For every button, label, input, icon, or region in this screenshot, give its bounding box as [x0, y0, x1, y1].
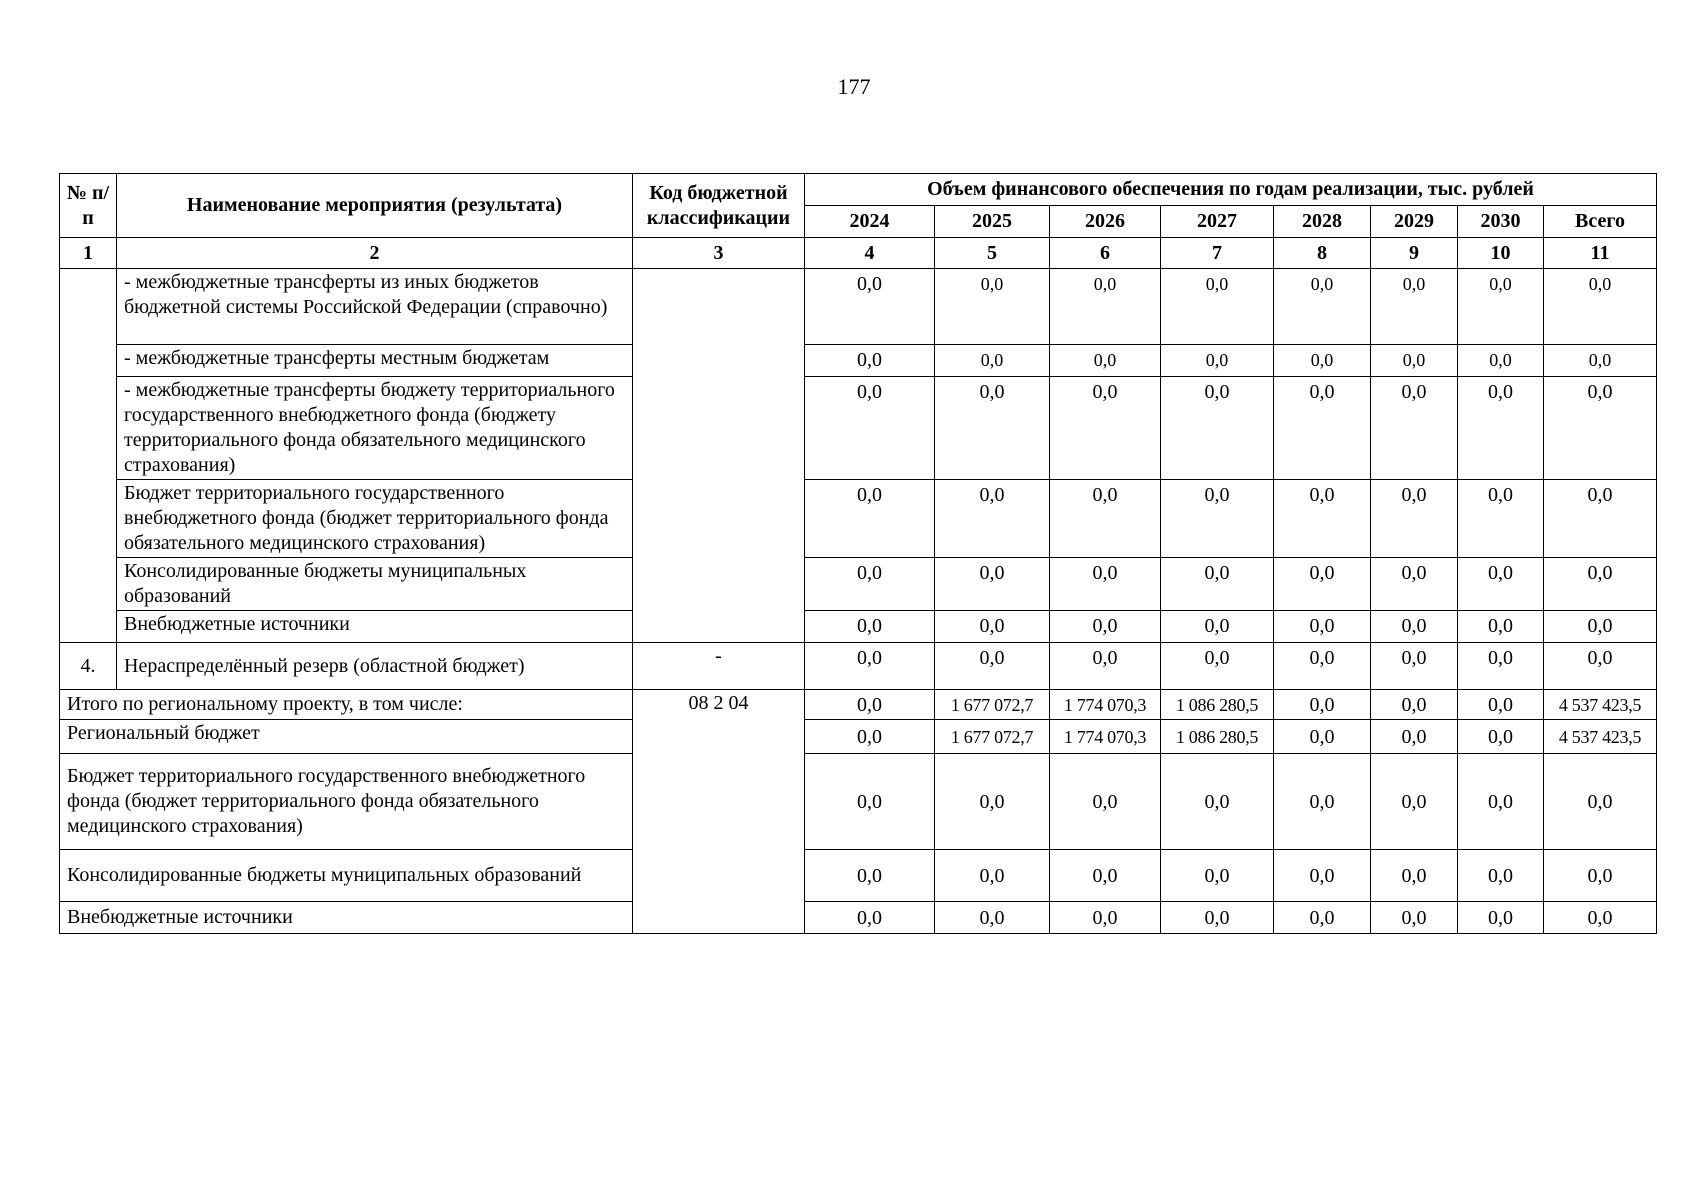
value-cell: 0,0	[1050, 480, 1161, 558]
header-name: Наименование мероприятия (результата)	[117, 174, 633, 238]
value-cell: 0,0	[1161, 611, 1274, 643]
row-name: Консолидированные бюджеты муниципальных образований	[117, 558, 633, 611]
value-cell: 0,0	[1544, 850, 1657, 902]
value-cell: 0,0	[935, 643, 1050, 690]
value-cell: 1 774 070,3	[1050, 720, 1161, 754]
table-row	[60, 269, 1657, 345]
value-cell: 0,0	[1371, 377, 1458, 480]
value-cell: 0,0	[1161, 558, 1274, 611]
total-row	[60, 754, 1657, 850]
row-code: -	[633, 643, 805, 690]
value-cell: 0,0	[1161, 754, 1274, 850]
header-year: 2027	[1161, 206, 1274, 238]
value-cell: 0,0	[805, 345, 935, 377]
total-row-name: Бюджет территориального государственного внебюджетного фонда (бюджет территориального фонда обязательного медицинского страхования)	[60, 754, 633, 850]
value-cell: 4 537 423,5	[1544, 720, 1657, 754]
row-name: Нераспределённый резерв (областной бюджет)	[117, 643, 633, 690]
value-cell: 0,0	[1050, 345, 1161, 377]
header-code: Код бюджетной классификации	[633, 174, 805, 238]
value-cell: 0,0	[935, 345, 1050, 377]
value-cell: 0,0	[1544, 558, 1657, 611]
header-year: 2025	[935, 206, 1050, 238]
value-cell: 0,0	[1274, 345, 1371, 377]
header-volume: Объем финансового обеспечения по годам реализации, тыс. рублей	[805, 174, 1657, 206]
value-cell: 4 537 423,5	[1544, 690, 1657, 720]
column-number: 2	[117, 238, 633, 269]
value-cell: 0,0	[1544, 611, 1657, 643]
value-cell: 0,0	[1050, 611, 1161, 643]
row-name: - межбюджетные трансферты из иных бюджетов бюджетной системы Российской Федерации (справочно)	[117, 269, 633, 345]
table-row	[60, 480, 1657, 558]
header-num: № п/п	[60, 174, 117, 238]
value-cell: 0,0	[1161, 480, 1274, 558]
value-cell: 0,0	[1050, 558, 1161, 611]
value-cell: 0,0	[935, 754, 1050, 850]
value-cell: 0,0	[1544, 754, 1657, 850]
value-cell: 0,0	[1274, 480, 1371, 558]
value-cell: 1 677 072,7	[935, 720, 1050, 754]
total-row	[60, 850, 1657, 902]
value-cell: 1 086 280,5	[1161, 720, 1274, 754]
value-cell: 0,0	[1161, 377, 1274, 480]
header-year: 2028	[1274, 206, 1371, 238]
total-row-name: Региональный бюджет	[60, 720, 633, 754]
row-name: - межбюджетные трансферты местным бюджетам	[117, 345, 633, 377]
value-cell: 0,0	[1371, 643, 1458, 690]
value-cell: 0,0	[805, 480, 935, 558]
value-cell: 0,0	[1161, 902, 1274, 934]
value-cell: 0,0	[1458, 720, 1544, 754]
value-cell: 0,0	[935, 611, 1050, 643]
value-cell: 0,0	[1161, 850, 1274, 902]
value-cell: 1 677 072,7	[935, 690, 1050, 720]
value-cell: 0,0	[1274, 902, 1371, 934]
row-num	[60, 269, 117, 643]
table-row	[60, 345, 1657, 377]
table-row	[60, 558, 1657, 611]
value-cell: 0,0	[1371, 345, 1458, 377]
value-cell: 0,0	[1274, 643, 1371, 690]
column-number: 4	[805, 238, 935, 269]
row-name: Бюджет территориального государственного внебюджетного фонда (бюджет территориального фонда обязательного медицинского страхования)	[117, 480, 633, 558]
total-row	[60, 720, 1657, 754]
value-cell: 0,0	[1544, 902, 1657, 934]
value-cell: 0,0	[1458, 850, 1544, 902]
column-number: 7	[1161, 238, 1274, 269]
column-number: 3	[633, 238, 805, 269]
value-cell: 0,0	[805, 643, 935, 690]
value-cell: 0,0	[1544, 269, 1657, 345]
column-number: 6	[1050, 238, 1161, 269]
value-cell: 0,0	[805, 902, 935, 934]
column-number: 9	[1371, 238, 1458, 269]
value-cell: 0,0	[935, 480, 1050, 558]
value-cell: 0,0	[1274, 611, 1371, 643]
value-cell: 0,0	[1050, 902, 1161, 934]
value-cell: 0,0	[1458, 611, 1544, 643]
value-cell: 0,0	[935, 558, 1050, 611]
header-year: 2024	[805, 206, 935, 238]
value-cell: 0,0	[1458, 345, 1544, 377]
value-cell: 0,0	[805, 754, 935, 850]
total-row-name: Итого по региональному проекту, в том числе:	[60, 690, 633, 720]
value-cell: 0,0	[1050, 643, 1161, 690]
value-cell: 0,0	[1458, 902, 1544, 934]
column-number: 5	[935, 238, 1050, 269]
column-number: 11	[1544, 238, 1657, 269]
value-cell: 0,0	[805, 558, 935, 611]
value-cell: 0,0	[1458, 377, 1544, 480]
value-cell: 0,0	[935, 377, 1050, 480]
page-number: 177	[837, 74, 871, 99]
value-cell: 0,0	[805, 377, 935, 480]
value-cell: 0,0	[1371, 754, 1458, 850]
value-cell: 0,0	[1050, 377, 1161, 480]
value-cell: 0,0	[1161, 643, 1274, 690]
column-number: 10	[1458, 238, 1544, 269]
column-number: 8	[1274, 238, 1371, 269]
value-cell: 0,0	[1458, 558, 1544, 611]
value-cell: 0,0	[1161, 345, 1274, 377]
value-cell: 0,0	[1274, 377, 1371, 480]
value-cell: 1 774 070,3	[1050, 690, 1161, 720]
value-cell: 0,0	[1274, 690, 1371, 720]
total-row	[60, 902, 1657, 934]
value-cell: 1 086 280,5	[1161, 690, 1274, 720]
value-cell: 0,0	[1371, 558, 1458, 611]
header-year: 2029	[1371, 206, 1458, 238]
header-year: 2030	[1458, 206, 1544, 238]
total-row-name: Внебюджетные источники	[60, 902, 633, 934]
value-cell: 0,0	[1274, 720, 1371, 754]
value-cell: 0,0	[1274, 850, 1371, 902]
value-cell: 0,0	[1371, 720, 1458, 754]
row-name: Внебюджетные источники	[117, 611, 633, 643]
value-cell: 0,0	[1544, 345, 1657, 377]
value-cell: 0,0	[1458, 480, 1544, 558]
value-cell: 0,0	[1274, 558, 1371, 611]
value-cell: 0,0	[1458, 643, 1544, 690]
value-cell: 0,0	[1050, 269, 1161, 345]
value-cell: 0,0	[805, 690, 935, 720]
value-cell: 0,0	[805, 269, 935, 345]
value-cell: 0,0	[1274, 754, 1371, 850]
value-cell: 0,0	[1371, 269, 1458, 345]
value-cell: 0,0	[805, 720, 935, 754]
value-cell: 0,0	[935, 902, 1050, 934]
column-number: 1	[60, 238, 117, 269]
row-name: - межбюджетные трансферты бюджету территориального государственного внебюджетного фонда (бюджету территориального фонда обязательного медицинского страхования)	[117, 377, 633, 480]
value-cell: 0,0	[1458, 754, 1544, 850]
value-cell: 0,0	[1371, 850, 1458, 902]
total-code: 08 2 04	[633, 690, 805, 934]
value-cell: 0,0	[1544, 480, 1657, 558]
financing-table	[59, 173, 1657, 934]
value-cell: 0,0	[805, 611, 935, 643]
value-cell: 0,0	[805, 850, 935, 902]
total-row-name: Консолидированные бюджеты муниципальных образований	[60, 850, 633, 902]
value-cell: 0,0	[1050, 850, 1161, 902]
value-cell: 0,0	[935, 269, 1050, 345]
value-cell: 0,0	[1458, 269, 1544, 345]
value-cell: 0,0	[1371, 480, 1458, 558]
total-row	[60, 690, 1657, 720]
table-row	[60, 643, 1657, 690]
value-cell: 0,0	[1544, 643, 1657, 690]
value-cell: 0,0	[1371, 902, 1458, 934]
value-cell: 0,0	[1458, 690, 1544, 720]
table-row	[60, 377, 1657, 480]
value-cell: 0,0	[1274, 269, 1371, 345]
row-code	[633, 269, 805, 643]
value-cell: 0,0	[935, 850, 1050, 902]
header-year: 2026	[1050, 206, 1161, 238]
table-row	[60, 611, 1657, 643]
value-cell: 0,0	[1161, 269, 1274, 345]
value-cell: 0,0	[1371, 690, 1458, 720]
row-num: 4.	[60, 643, 117, 690]
value-cell: 0,0	[1371, 611, 1458, 643]
header-total: Всего	[1544, 206, 1657, 238]
value-cell: 0,0	[1544, 377, 1657, 480]
value-cell: 0,0	[1050, 754, 1161, 850]
